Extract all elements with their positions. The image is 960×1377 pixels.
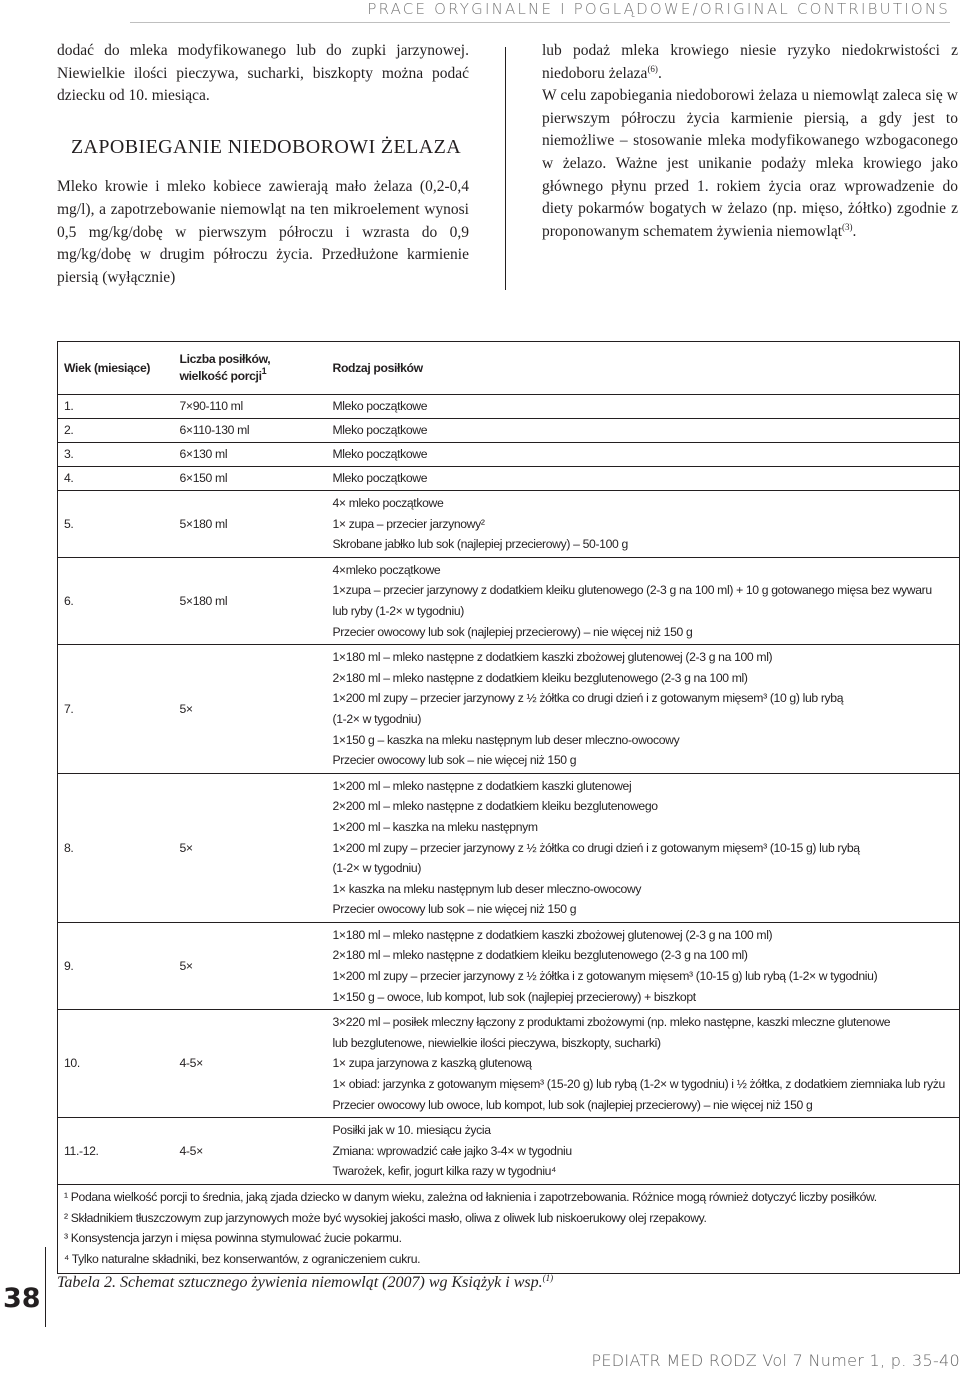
cell-portion: 6×150 ml [180,467,327,491]
cell-meal-type [327,443,960,467]
cell-meal-type [327,419,960,443]
meal-line: 2×200 ml – mleko następne z dodatkiem kleiku bezglutenowego [332,799,658,814]
meal-line: Przecier owocowy lub sok – nie więcej niż 150 g [332,902,577,917]
table-row [58,491,960,558]
table-row [58,922,960,1009]
citation-ref: (3) [842,221,853,232]
table-row [58,557,960,644]
cell-age: 11.-12. [64,1143,99,1158]
meal-line: 1×200 ml zupy – przecier jarzynowy z ½ żółtka i z gotowanym mięsem³ (10-15 g) lub rybą (1-2× w tygodniu) [332,969,878,984]
meal-line: 1× kaszka na mleku następnym lub deser mleczno-owocowy [332,881,642,896]
meal-line: Skrobane jabłko lub sok (najlepiej przecierowy) – 50-100 g [332,537,628,552]
citation-ref: (6) [647,63,658,74]
cell-age: 8. [58,773,180,922]
meal-line: 3×220 ml – posiłek mleczny łączony z produktami zbożowymi (np. mleko następne, kaszki mleczne glutenowe [332,1015,891,1030]
meal-line: Twarożek, kefir, jogurt kilka razy w tygodniu⁴ [332,1164,557,1179]
cell-portion: 6×130 ml [180,443,327,467]
right-paragraph-2 [542,85,958,243]
meal-line: 1×180 ml – mleko następne z dodatkiem kaszki zbożowej glutenowej (2-3 g na 100 ml) [332,650,773,665]
cell-portion: 6×110-130 ml [180,419,327,443]
table-header-row [58,342,960,395]
meal-line: 1×200 ml – mleko następne z dodatkiem kaszki glutenowej [332,778,632,793]
cell-portion: 5× [180,922,327,1009]
meal-line: (1-2× w tygodniu) [332,861,422,876]
table-row [58,773,960,922]
cell-meal-type [327,922,960,1009]
meal-line: lub ryby (1-2× w tygodniu) [332,603,464,618]
cell-age: 1. [58,395,180,419]
cell-meal-type [327,1118,960,1185]
cell-portion: 5×180 ml [180,491,327,558]
meal-line: 1×200 ml – kaszka na mleku następnym [332,819,538,834]
header-age: Wiek (miesiące) [58,342,180,395]
meal-line: 1×200 ml zupy – przecier jarzynowy z ½ żółtka co drugi dzień i z gotowanym mięsem³ (10 g) lub rybą [332,691,844,706]
cell-meal-type [327,491,960,558]
header-meal-type: Rodzaj posiłków [327,342,960,395]
meal-line: Mleko początkowe [332,471,428,486]
meal-line: Mleko początkowe [332,399,428,414]
meal-line: Przecier owocowy lub owoce, lub kompot, lub sok (najlepiej przecierowy) – nie więcej niż 150 g [332,1097,813,1112]
meal-line: 2×180 ml – mleko następne z dodatkiem kleiku bezglutenowego (2-3 g na 100 ml) [332,670,748,685]
table-body [58,395,960,1185]
cell-age: 2. [58,419,180,443]
right-column [542,40,958,243]
meal-line: 1× obiad: jarzynka z gotowanym mięsem³ (15-20 g) lub rybą (1-2× w tygodniu) i ½ żółtka, z dodatkiem ziemniaka lub ryżu [332,1077,945,1092]
meal-line: Posiłki jak w 10. miesiącu życia [332,1123,491,1138]
right-p1-text: lub podaż mleka krowiego niesie ryzyko niedokrwistości z niedoboru żelaza [542,42,958,82]
cell-meal-type [327,395,960,419]
meal-line: Przecier owocowy lub sok – nie więcej niż 150 g [332,753,577,768]
column-divider [505,47,506,290]
meal-line: 1× zupa jarzynowa z kaszką glutenową [332,1056,532,1071]
header-meal-count [180,342,327,395]
table-row [58,1010,960,1118]
feeding-schedule-table-wrap [57,341,959,1274]
table-row [58,645,960,774]
cell-meal-type [327,467,960,491]
cell-portion: 5× [180,773,327,922]
table-row [58,419,960,443]
footnote-2: ² Składnikiem tłuszczowym zup jarzynowych może być wysokiej jakości masło, oliwa z oliwek lub niskoerukowy olej rzepakowy. [64,1210,707,1225]
meal-line: 1×180 ml – mleko następne z dodatkiem kaszki zbożowej glutenowej (2-3 g na 100 ml) [332,927,773,942]
cell-age: 7. [58,645,180,774]
meal-line: lub bezglutenowe, niewielkie ilości pieczywa, biszkopty, sucharki) [332,1035,661,1050]
table-row [58,1118,960,1185]
page-number: 38 [3,1283,41,1314]
meal-line: 4×mleko początkowe [332,562,441,577]
intro-paragraph: dodać do mleka modyfikowanego lub do zupki jarzynowej. Niewielkie ilości pieczywa, sucharki, biszkopty można podać dziecku od 10. miesiąca. [57,42,469,105]
cell-portion: 4-5× [179,1143,203,1158]
meal-line: 4× mleko początkowe [332,496,444,510]
header-meal-count-line1: Liczba posiłków, [179,352,271,366]
cell-age: 6. [58,557,180,644]
cell-portion: 7×90-110 ml [180,395,327,419]
feeding-schedule-table [57,341,960,1274]
caption-ref: (1) [542,1273,554,1283]
meal-line: Zmiana: wprowadzić całe jajko 3-4× w tygodniu [332,1143,572,1158]
right-p2-text: W celu zapobiegania niedoborowi żelaza u niemowląt zaleca się w pierwszym półroczu życia karmienie piersią, a gdy jest to niemożliwe – stosowanie mleka modyfikowanego wzbogaconego w żelazo. Ważne jest unikanie podaży mleka krowiego jako głównego płynu przed 1. rokiem życia oraz wprowadzenie do diety pokarmów bogatych w żelazo (np. mięso, żółtko) zgodnie z proponowanym schematem żywienia niemowląt [542,87,958,240]
right-p1-end: . [657,64,662,82]
cell-portion: 4-5× [180,1010,327,1118]
cell-portion: 5× [180,645,327,774]
meal-line: 1×200 ml zupy – przecier jarzynowy z ½ żółtka co drugi dzień i z gotowanym mięsem³ (10-15 g) lub rybą [332,840,860,855]
table-row [58,443,960,467]
table-row [58,467,960,491]
cell-age: 3. [58,443,180,467]
cell-age: 5. [58,491,180,558]
cell-age: 10. [58,1010,180,1118]
meal-line: 1× zupa – przecier jarzynowy² [332,516,485,531]
cell-portion: 5×180 ml [180,557,327,644]
table-row [58,395,960,419]
meal-line: 1×150 g – owoce, lub kompot, lub sok (najlepiej przecierowy) + biszkopt [332,989,696,1004]
right-p2-end: . [852,222,857,240]
right-paragraph-1 [542,40,958,85]
meal-line: 2×180 ml – mleko następne z dodatkiem kleiku bezglutenowego (2-3 g na 100 ml) [332,948,748,963]
table-footnotes-row [58,1185,960,1274]
meal-line: Przecier owocowy lub sok (najlepiej przecierowy) – nie więcej niż 150 g [332,624,693,639]
meal-line: Mleko początkowe [332,423,428,438]
table-caption [57,1274,553,1292]
left-column [57,40,469,289]
header-meal-count-line2 [180,368,327,385]
cell-age: 4. [58,467,180,491]
cell-meal-type [327,645,960,774]
header-meal-count-text: wielkość porcji [179,369,262,383]
meal-line: Mleko początkowe [332,447,428,462]
table-footnotes [58,1185,960,1274]
meal-line: 1×zupa – przecier jarzynowy z dodatkiem kleiku glutenowego (2-3 g na 100 ml) + 10 g gotowanego mięsa bez wywaru [332,583,932,598]
cell-meal-type [327,557,960,644]
footnote-3: ³ Konsystencja jarzyn i mięsa powinna stymulować żucie pokarmu. [64,1231,402,1245]
footnote-marker: 1 [261,366,267,376]
cell-meal-type [327,773,960,922]
body-paragraph: Mleko krowie i mleko kobiece zawierają mało żelaza (0,2-0,4 mg/l), a zapotrzebowanie niemowląt na ten mikroelement wynosi 0,5 mg/kg/dobę w pierwszym półroczu i wzrasta do 0,9 mg/kg/dobę w drugim półroczu życia. Przedłużone karmienie piersią (wyłącznie) [57,178,469,286]
meal-line: (1-2× w tygodniu) [332,711,422,726]
footnote-1: ¹ Podana wielkość porcji to średnia, jaką zjada dziecko w danym wieku, zależna od łaknienia i zapotrzebowania. Różnice mogą również dotyczyć liczby posiłków. [64,1190,877,1204]
footnote-4: ⁴ Tylko naturalne składniki, bez konserwantów, z ograniczeniem cukru. [64,1251,421,1266]
page-number-rule [45,1247,46,1327]
cell-age: 9. [58,922,180,1009]
meal-line: 1×150 g – kaszka na mleku następnym lub deser mleczno-owocowy [332,732,680,747]
cell-meal-type [327,1010,960,1118]
journal-footer: PEDIATR MED RODZ Vol 7 Numer 1, p. 35-40 [591,1351,960,1370]
caption-text: Tabela 2. Schemat sztucznego żywienia niemowląt (2007) wg Książyk i wsp. [57,1274,543,1291]
running-header: PRACE ORYGINALNE I POGLĄDOWE/ORIGINAL CONTRIBUTIONS [130,0,950,23]
section-heading: ZAPOBIEGANIE NIEDOBOROWI ŻELAZA [70,135,462,158]
